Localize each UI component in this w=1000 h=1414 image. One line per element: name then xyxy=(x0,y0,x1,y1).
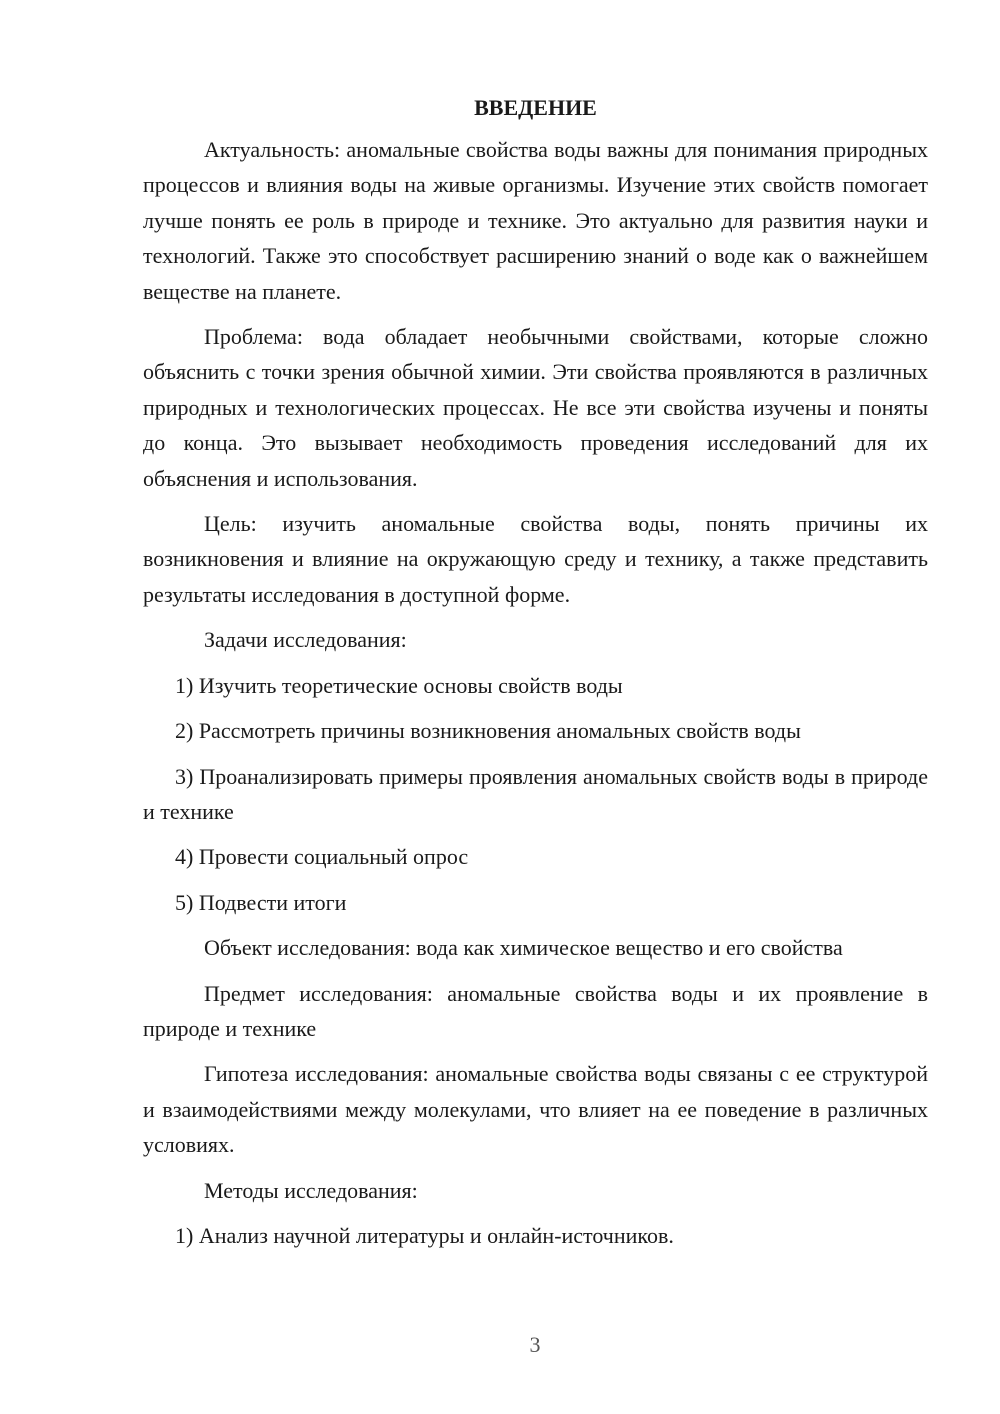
task-item-3: 3) Проанализировать примеры проявления аномальных свойств воды в природе и технике xyxy=(143,763,928,824)
tasks-heading: Задачи исследования: xyxy=(204,627,407,653)
task-item-1: 1) Изучить теоретические основы свойств воды xyxy=(175,672,623,698)
document-page xyxy=(143,90,928,1263)
task-item-5: 5) Подвести итоги xyxy=(175,889,347,915)
page-title: ВВЕДЕНИЕ xyxy=(474,95,597,120)
method-item-1: 1) Анализ научной литературы и онлайн-источников. xyxy=(175,1222,674,1248)
task-item-4: 4) Провести социальный опрос xyxy=(175,844,469,870)
paragraph-object: Объект исследования: вода как химическое вещество и его свойства xyxy=(204,935,843,961)
page-number: 3 xyxy=(529,1332,541,1357)
paragraph-subject: Предмет исследования: аномальные свойства воды и их проявление в природе и технике xyxy=(143,980,928,1041)
paragraph-goal: Цель: изучить аномальные свойства воды, понять причины их возникновения и влияние на окружающую среду и технику, а также представить результаты исследования в доступной форме. xyxy=(143,511,928,607)
paragraph-relevance: Актуальность: аномальные свойства воды важны для понимания природных процессов и влияния воды на живые организмы. Изучение этих свойств помогает лучше понять ее роль в природе и технике. Это актуально для развития науки и технологий. Также это способствует расширению знаний о воде как о важнейшем веществе на планете. xyxy=(143,137,928,304)
methods-heading: Методы исследования: xyxy=(204,1177,418,1203)
paragraph-hypothesis: Гипотеза исследования: аномальные свойства воды связаны с ее структурой и взаимодействиями между молекулами, что влияет на ее поведение в различных условиях. xyxy=(143,1061,928,1158)
task-item-2: 2) Рассмотреть причины возникновения аномальных свойств воды xyxy=(175,718,801,744)
paragraph-problem: Проблема: вода обладает необычными свойствами, которые сложно объяснить с точки зрения обычной химии. Эти свойства проявляются в различных природных и технологических процессах. Не все эти свойства изучены и поняты до конца. Это вызывает необходимость проведения исследований для их объяснения и использования. xyxy=(143,324,928,491)
